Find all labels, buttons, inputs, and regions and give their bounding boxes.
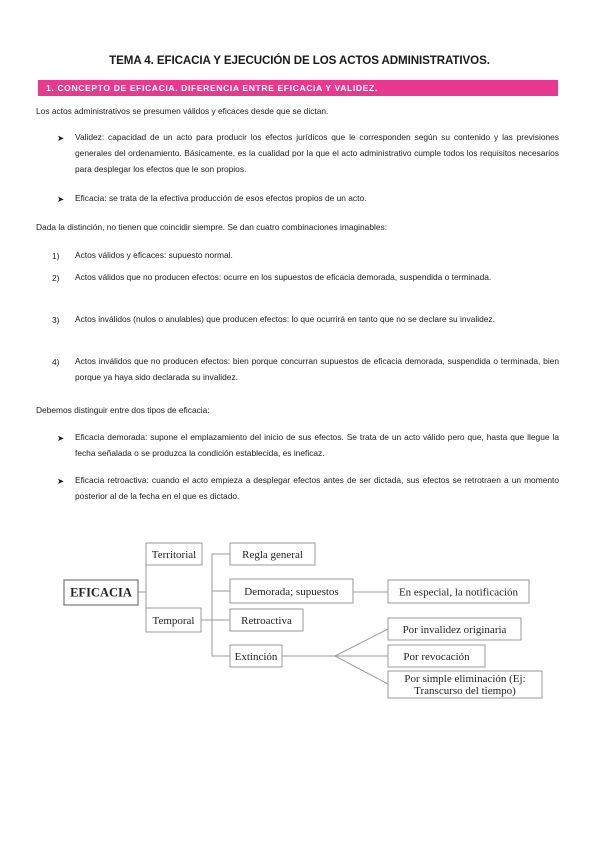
diagram-root-label: EFICACIA (70, 585, 132, 600)
eficacia-diagram (0, 520, 599, 720)
combination-item: Actos inválidos (nulos o anulables) que producen efectos: lo que ocurrirá en tanto que no se declare su invalidez. (75, 314, 495, 324)
connector-line (138, 592, 146, 620)
definition-validez: Validez: capacidad de un acto para producir los efectos jurídicos que le corresponden según su contenido y las previsiones generales del ordenamiento. Básicamente, es la cualidad por la que el acto administrativo cumple todos los requisitos necesarios para desplegar los efectos que le son propios. (75, 132, 559, 174)
bullet-arrow-icon: ➤ (57, 476, 65, 486)
diagram-notificacion-label: En especial, la notificación (398, 586, 519, 599)
intro-paragraph: Los actos administrativos se presumen válidos y eficaces desde que se dictan. (36, 106, 329, 116)
combination-item: Actos válidos y eficaces: supuesto normal. (75, 250, 233, 260)
bullet-arrow-icon: ➤ (57, 133, 65, 143)
connector-line (282, 629, 388, 656)
diagram-revocacion-label: Por revocación (403, 651, 470, 663)
type-demorada: Eficacia demorada: supone el emplazamiento del inicio de sus efectos. Se trata de un acto válido pero que, hasta que llegue la fecha señalada o se produzca la condición establecida, es ineficaz. (75, 432, 559, 458)
diagram-simple-eliminacion-line2: Transcurso del tiempo) (414, 685, 516, 697)
bullet-arrow-icon: ➤ (57, 194, 65, 204)
diagram-regla-general-label: Regla general (242, 549, 303, 561)
list-number: 3) (52, 315, 60, 325)
list-number: 1) (52, 251, 60, 261)
diagram-retroactiva-label: Retroactiva (241, 615, 292, 627)
section-heading: 1. CONCEPTO DE EFICACIA. DIFERENCIA ENTRE EFICACIA Y VALIDEZ. (38, 80, 558, 96)
diagram-demorada-label: Demorada; supuestos (244, 586, 339, 598)
list-number: 2) (52, 273, 60, 283)
connector-line (201, 591, 230, 620)
diagram-temporal-label: Temporal (152, 615, 195, 627)
types-intro: Debemos distinguir entre dos tipos de eficacia: (36, 405, 210, 415)
combination-item: Actos válidos que no producen efectos: ocurre en los supuestos de eficacia demorada, suspendida o terminada. (75, 272, 492, 282)
connector-line (282, 656, 388, 684)
page-title: TEMA 4. EFICACIA Y EJECUCIÓN DE LOS ACTOS ADMINISTRATIVOS. (109, 54, 490, 67)
diagram-territorial-label: Territorial (151, 549, 197, 561)
bullet-arrow-icon: ➤ (57, 433, 65, 443)
connector-line (138, 554, 146, 592)
diagram-invalidez-label: Por invalidez originaria (402, 624, 507, 636)
connector-line (201, 620, 230, 656)
definition-eficacia: Eficacia: se trata de la efectiva producción de esos efectos propios de un acto. (75, 193, 367, 203)
connector-line (201, 554, 230, 620)
type-retroactiva: Eficacia retroactiva: cuando el acto empieza a desplegar efectos antes de ser dictada, sus efectos se retrotraen a un momento posterior al de la fecha en el que es dictado. (75, 475, 559, 501)
combination-item: Actos inválidos que no producen efectos: bien porque concurran supuestos de eficacia demorada, suspendida o terminada, bien porque ya haya sido declarada su invalidez. (75, 356, 559, 382)
diagram-extincion-label: Extinción (234, 651, 278, 663)
combinations-intro: Dada la distinción, no tienen que coincidir siempre. Se dan cuatro combinaciones imaginables: (36, 222, 388, 232)
list-number: 4) (52, 357, 60, 367)
diagram-simple-eliminacion-line1: Por simple eliminación (Ej: (404, 673, 526, 685)
